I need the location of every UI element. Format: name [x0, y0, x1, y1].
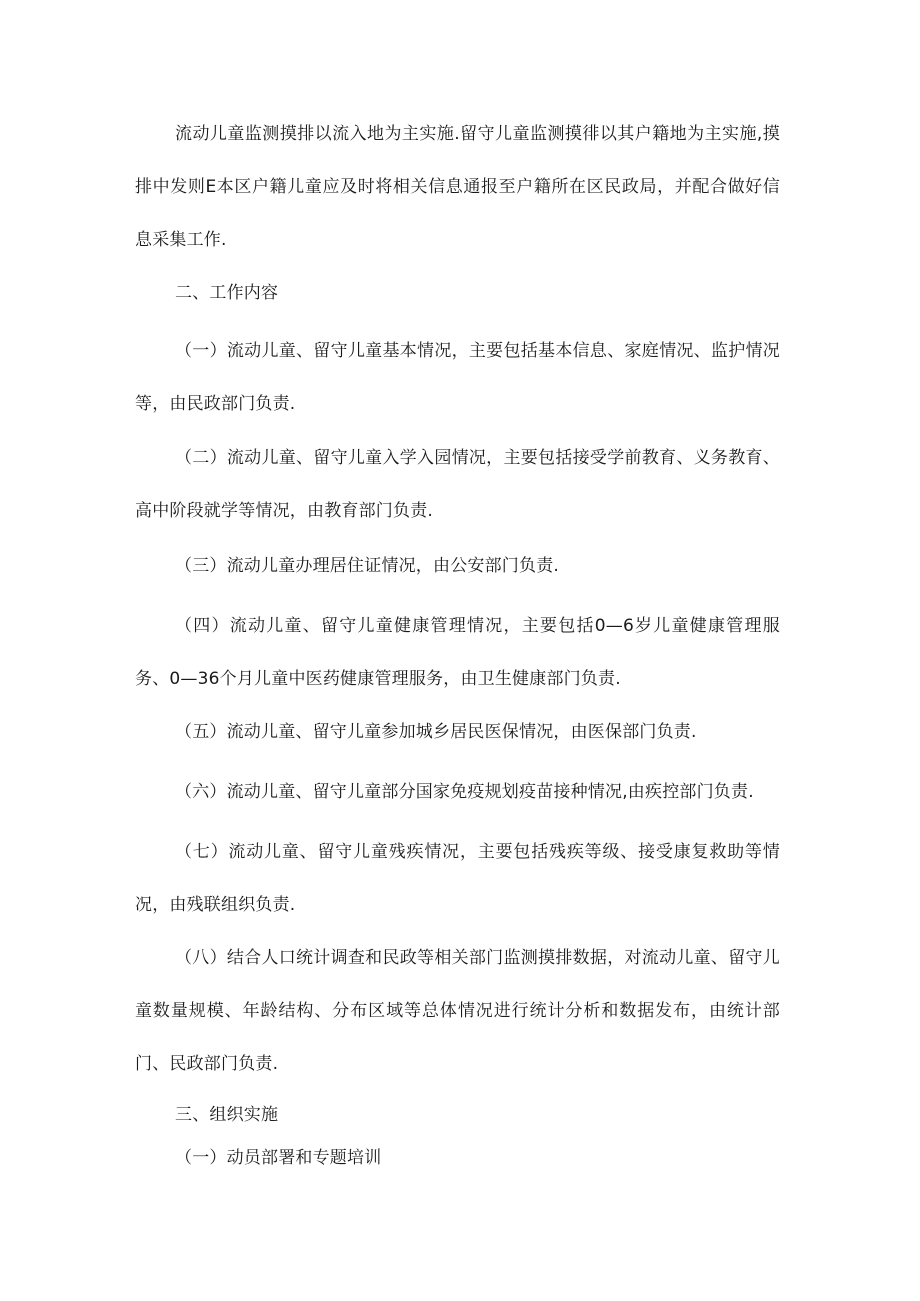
- content-item-4: （四）流动儿童、留守儿童健康管理情况，主要包括0—6岁儿童健康管理服务、0—36个月儿童中医药健康管理服务，由卫生健康部门负责.: [135, 616, 780, 689]
- section-three-heading: 三、组织实施: [175, 1105, 279, 1125]
- section-two-heading: 二、工作内容: [175, 283, 279, 303]
- intro-paragraph: 流动儿童监测摸排以流入地为主实施.留守儿童监测摸徘以其户籍地为主实施,摸排中发则E本区户籍儿童应及时将相关信息通报至户籍所在区民政局，并配合做好信息采集工作.: [135, 124, 780, 250]
- content-item-8: （八）结合人口统计调查和民政等相关部门监测摸排数据，对流动儿童、留守儿童数量规模、年龄结构、分布区域等总体情况进行统计分析和数据发布，由统计部门、民政部门负责.: [135, 948, 780, 1074]
- content-item-3: （三）流动儿童办理居住证情况，由公安部门负责.: [175, 556, 560, 576]
- content-item-7: （七）流动儿童、留守儿童残疾情况，主要包括残疾等级、接受康复救助等情况，由残联组织负责.: [135, 842, 780, 915]
- content-item-6: （六）流动儿童、留守儿童部分国家免疫规划疫苗接种情况,由疾控部门负责.: [175, 782, 754, 802]
- section-three-sub-item-1: （一）动员部署和专题培训: [175, 1148, 382, 1168]
- content-item-1: （一）流动儿童、留守儿童基本情况，主要包括基本信息、家庭情况、监护情况等，由民政部门负责.: [135, 341, 780, 414]
- content-item-2: （二）流动儿童、留守儿童入学入园情况，主要包括接受学前教育、义务教育、高中阶段就学等情况，由教育部门负责.: [135, 448, 780, 521]
- content-item-5: （五）流动儿童、留守儿童参加城乡居民医保情况，由医保部门负责.: [175, 722, 697, 742]
